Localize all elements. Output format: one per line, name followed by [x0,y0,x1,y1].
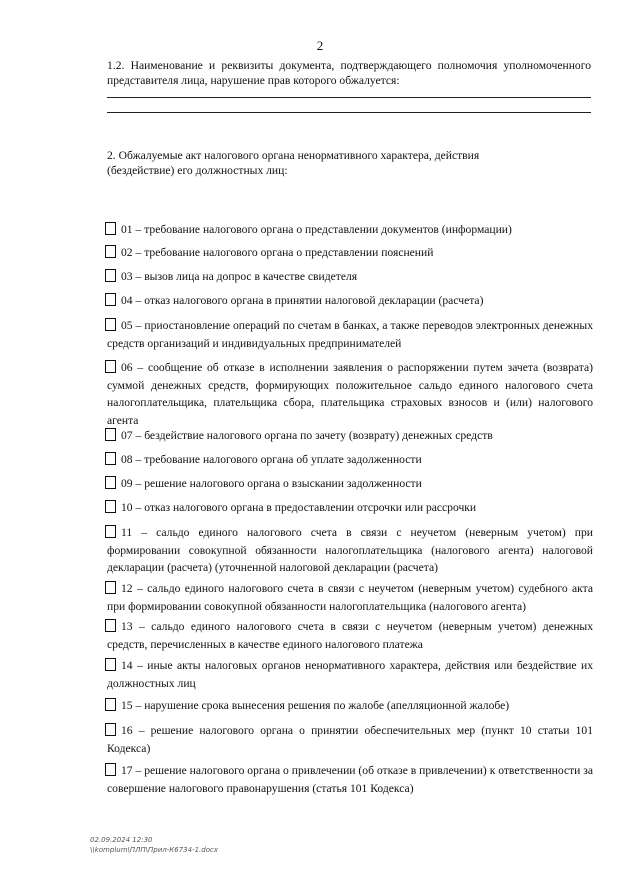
item-16-text: 16 – решение налогового органа о принятии обеспечительных мер (пункт 10 статьи 101 Кодекса) [107,724,593,755]
item-02 [107,244,593,262]
checkbox-03[interactable] [105,269,116,282]
item-11 [107,524,593,577]
fill-line-2 [107,112,591,113]
page-number: 2 [316,38,324,53]
item-17-text: 17 – решение налогового органа о привлечении (об отказе в привлечении) к ответственности за совершение налогового правонарушения (статья 101 Кодекса) [107,764,593,795]
item-05 [107,317,593,352]
item-02-text: 02 – требование налогового органа о представлении пояснений [121,246,434,259]
item-10-text: 10 – отказ налогового органа в предоставлении отсрочки или рассрочки [121,501,477,514]
checkbox-11[interactable] [105,525,116,538]
item-13 [107,618,593,653]
item-05-text: 05 – приостановление операций по счетам в банках, а также переводов электронных денежных средств организаций и индивидуальных предпринимателей [107,319,593,350]
item-10 [107,499,593,517]
checkbox-10[interactable] [105,500,116,513]
item-09 [107,475,593,493]
checkbox-05[interactable] [105,318,116,331]
checkbox-17[interactable] [105,763,116,776]
item-08 [107,451,593,469]
checkbox-09[interactable] [105,476,116,489]
checkbox-04[interactable] [105,293,116,306]
item-04-text: 04 – отказ налогового органа в принятии налоговой декларации (расчета) [121,294,484,307]
checkbox-14[interactable] [105,658,116,671]
item-13-text: 13 – сальдо единого налогового счета в связи с неучетом (неверным учетом) денежных средств, перечисленных в качестве единого налогового платежа [107,620,593,651]
checkbox-02[interactable] [105,245,116,258]
item-03 [107,268,593,286]
footer-file-path: \\komplum\ПЛП\Прил-К6734-1.docx [90,846,218,854]
item-12-text: 12 – сальдо единого налогового счета в связи с неучетом (неверным учетом) судебного акта при формировании совокупной обязанности налогоплательщика (налогового агента) [107,582,593,613]
checkbox-12[interactable] [105,581,116,594]
checkbox-07[interactable] [105,428,116,441]
item-03-text: 03 – вызов лица на допрос в качестве свидетеля [121,270,358,283]
item-07-text: 07 – бездействие налогового органа по зачету (возврату) денежных средств [121,429,493,442]
item-17 [107,762,593,797]
item-15-text: 15 – нарушение срока вынесения решения по жалобе (апелляционной жалобе) [121,699,510,712]
item-01 [107,221,593,239]
checkbox-15[interactable] [105,698,116,711]
footer-date: 02.09.2024 12:30 [90,836,153,844]
checkbox-16[interactable] [105,723,116,736]
item-06 [107,359,593,429]
item-14 [107,657,593,692]
item-15 [107,697,593,715]
section-2-heading: 2. Обжалуемые акт налогового органа ненормативного характера, действия (бездействие) его должностных лиц: [107,149,480,177]
item-09-text: 09 – решение налогового органа о взыскании задолженности [121,477,422,490]
item-11-text: 11 – сальдо единого налогового счета в связи с неучетом (неверным учетом) при формировании совокупной обязанности налогоплательщика (налогового агента) налоговой декларации (расчета) (уточненной налоговой декларации (расчета) [107,526,593,574]
item-01-text: 01 – требование налогового органа о представлении документов (информации) [121,223,512,236]
item-04 [107,292,593,310]
checkbox-01[interactable] [105,222,116,235]
item-08-text: 08 – требование налогового органа об уплате задолженности [121,453,422,466]
item-06-text: 06 – сообщение об отказе в исполнении заявления о распоряжении путем зачета (возврата) суммой денежных средств, формирующих положительное сальдо единого налогового счета налогоплательщика, плательщика сбора, плательщика страховых взносов и (или) налогового агента [107,361,593,427]
checkbox-13[interactable] [105,619,116,632]
item-07 [107,427,593,445]
checkbox-06[interactable] [105,360,116,373]
item-14-text: 14 – иные акты налоговых органов ненормативного характера, действия или бездействие их должностных лиц [107,659,593,690]
item-12 [107,580,593,615]
item-16 [107,722,593,757]
checkbox-08[interactable] [105,452,116,465]
fill-line-1 [107,97,591,98]
section-1-2-heading: 1.2. Наименование и реквизиты документа, подтверждающего полномочия уполномоченного представителя лица, нарушение прав которого обжалуется: [107,59,591,87]
